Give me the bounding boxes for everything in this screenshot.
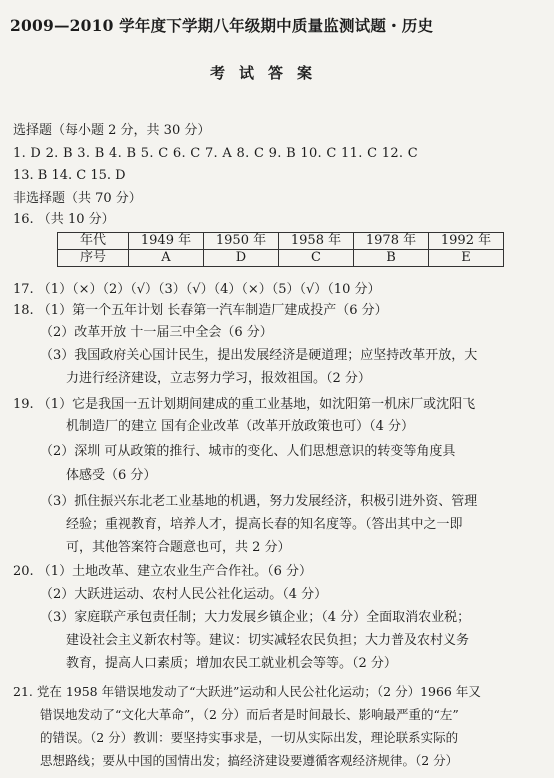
answer-21-cont1: 错误地发动了“文化大革命”，（2 分）而后者是时间最长、影响最严重的“左” (40, 707, 459, 722)
table-row (58, 233, 504, 250)
table-cell: 1949 年 (129, 233, 204, 250)
table-cell: 1992 年 (429, 233, 504, 250)
answer-21-cont2: 的错误。（2 分）教训：要坚持实事求是，一切从实际出发，理论联系实际的 (40, 730, 459, 745)
table-cell: B (354, 250, 429, 267)
answer-19-2: （2）深圳 可从政策的推行、城市的变化、人们思想意识的转变等角度具 (40, 444, 456, 459)
section-heading-choice: 选择题（每小题 2 分，共 30 分） (13, 123, 211, 138)
answer-19-2-cont: 体感受（6 分） (66, 468, 157, 483)
table-cell: D (204, 250, 279, 267)
answer-21: 21. 党在 1958 年错误地发动了“大跃进”运动和人民公社化运动；（2 分）1966 年又 (13, 684, 481, 699)
table-cell: 1950 年 (204, 233, 279, 250)
choice-answers-row2: 13. B 14. C 15. D (13, 168, 126, 183)
answer-20-2: （2）大跃进运动、农村人民公社化运动。（4 分） (40, 587, 328, 602)
table-cell: 序号 (58, 250, 129, 267)
answer-20-1: 20. （1）土地改革、建立农业生产合作社。（6 分） (13, 564, 312, 579)
answer-20-3-cont1: 建设社会主义新农村等。建议：切实减轻农民负担；大力普及农村义务 (66, 633, 470, 648)
page-subtitle: 考试答案 (210, 64, 327, 82)
answer-19-3-cont2: 可，其他答案符合题意也可，共 2 分） (66, 540, 291, 555)
answer-20-3: （3）家庭联产承包责任制；大力发展乡镇企业；（4 分）全面取消农业税； (40, 610, 471, 625)
choice-answers-row1: 1. D 2. B 3. B 4. B 5. C 6. C 7. A 8. C 9. B 10. C 11. C 12. C (13, 146, 419, 161)
table-cell: 1958 年 (279, 233, 354, 250)
answer-18-2: （2）改革开放 十一届三中全会（6 分） (40, 325, 273, 340)
table-cell: A (129, 250, 204, 267)
answer-18-1: 18. （1）第一个五年计划 长春第一汽车制造厂建成投产（6 分） (13, 303, 388, 318)
question-16-heading: 16. （共 10 分） (13, 212, 115, 227)
page-title: 2009—2010 学年度下学期八年级期中质量监测试题・历史 (10, 16, 434, 35)
table-cell: 年代 (58, 233, 129, 250)
table-cell: 1978 年 (354, 233, 429, 250)
table-row (58, 250, 504, 267)
table-cell: E (429, 250, 504, 267)
table-cell: C (279, 250, 354, 267)
answer-19-1-cont: 机制造厂的建立 国有企业改革（改革开放政策也可）（4 分） (66, 419, 415, 434)
answer-18-3: （3）我国政府关心国计民生，提出发展经济是硬道理；应坚持改革开放，大 (40, 348, 478, 363)
answer-20-3-cont2: 教育，提高人口素质；增加农民工就业机会等等。（2 分） (66, 656, 397, 671)
answer-19-1: 19. （1）它是我国一五计划期间建成的重工业基地，如沈阳第一机床厂或沈阳飞 (13, 397, 476, 412)
answer-17: 17. （1）（×）（2）（√）（3）（√）（4）（×）（5）（√）（10 分） (13, 282, 381, 297)
answer-19-3-cont1: 经验；重视教育，培养人才，提高长春的知名度等。（答出其中之一即 (66, 517, 463, 532)
section-heading-nonchoice: 非选择题（共 70 分） (13, 191, 142, 206)
answer-19-3: （3）抓住振兴东北老工业基地的机遇，努力发展经济，积极引进外资、管理 (40, 494, 478, 509)
question-16-table (57, 232, 504, 267)
answer-21-cont3: 思想路线；要从中国的国情出发；搞经济建设要遵循客观经济规律。（2 分） (40, 753, 459, 768)
answer-18-3-cont: 力进行经济建设，立志努力学习，报效祖国。（2 分） (66, 371, 371, 386)
